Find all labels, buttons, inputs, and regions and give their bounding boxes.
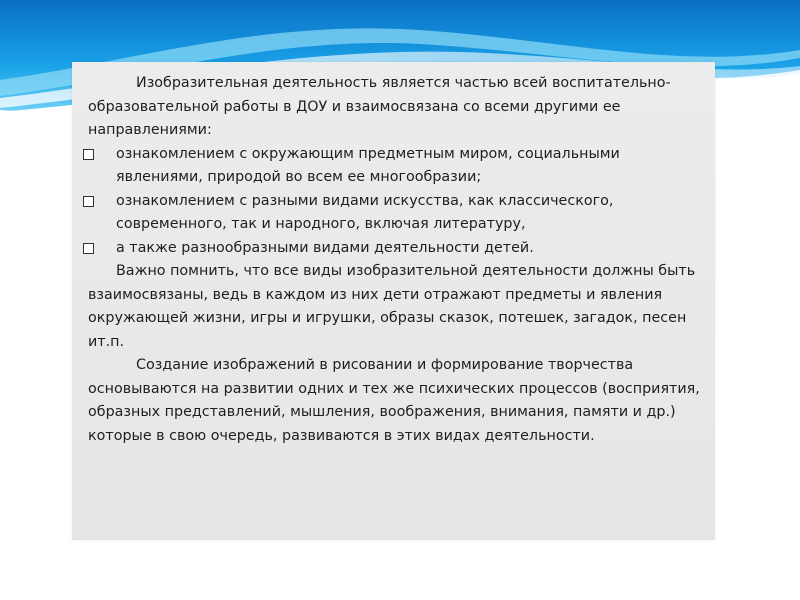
text-block xyxy=(88,72,708,448)
checkbox-bullet-icon xyxy=(83,149,94,160)
checkbox-bullet-icon xyxy=(83,243,94,254)
list-item-text: ознакомлением с окружающим предметным миром, социальными явлениями, природой во всем ее многообразии; xyxy=(116,145,620,185)
list-item-text: ознакомлением с разными видами искусства, как классического, современного, так и народного, включая литературу, xyxy=(116,192,614,232)
checkbox-bullet-icon xyxy=(83,196,94,207)
paragraph-2: Важно помнить, что все виды изобразительной деятельности должны быть взаимосвязаны, ведь в каждом из них дети отражают предметы и явления окружающей жизни, игры и игрушки, образы сказок, потешек, загадок, песен ит.п. xyxy=(88,263,696,350)
list-item xyxy=(88,143,708,190)
list-item xyxy=(88,237,708,261)
list-item xyxy=(88,190,708,237)
bullet-list xyxy=(88,143,708,261)
intro-paragraph: Изобразительная деятельность является частью всей воспитательно-образовательной работы в ДОУ и взаимосвязана со всеми другими ее направлениями: xyxy=(88,75,671,138)
paragraph-3: Создание изображений в рисовании и формирование творчества основываются на развитии одних и тех же психических процессов (восприятия, образных представлений, мышления, воображения, внимания, памяти и др.) которые в свою очередь, развиваются в этих видах деятельности. xyxy=(88,357,700,444)
list-item-text: а также разнообразными видами деятельности детей. xyxy=(116,239,534,256)
bottom-band xyxy=(0,578,800,600)
